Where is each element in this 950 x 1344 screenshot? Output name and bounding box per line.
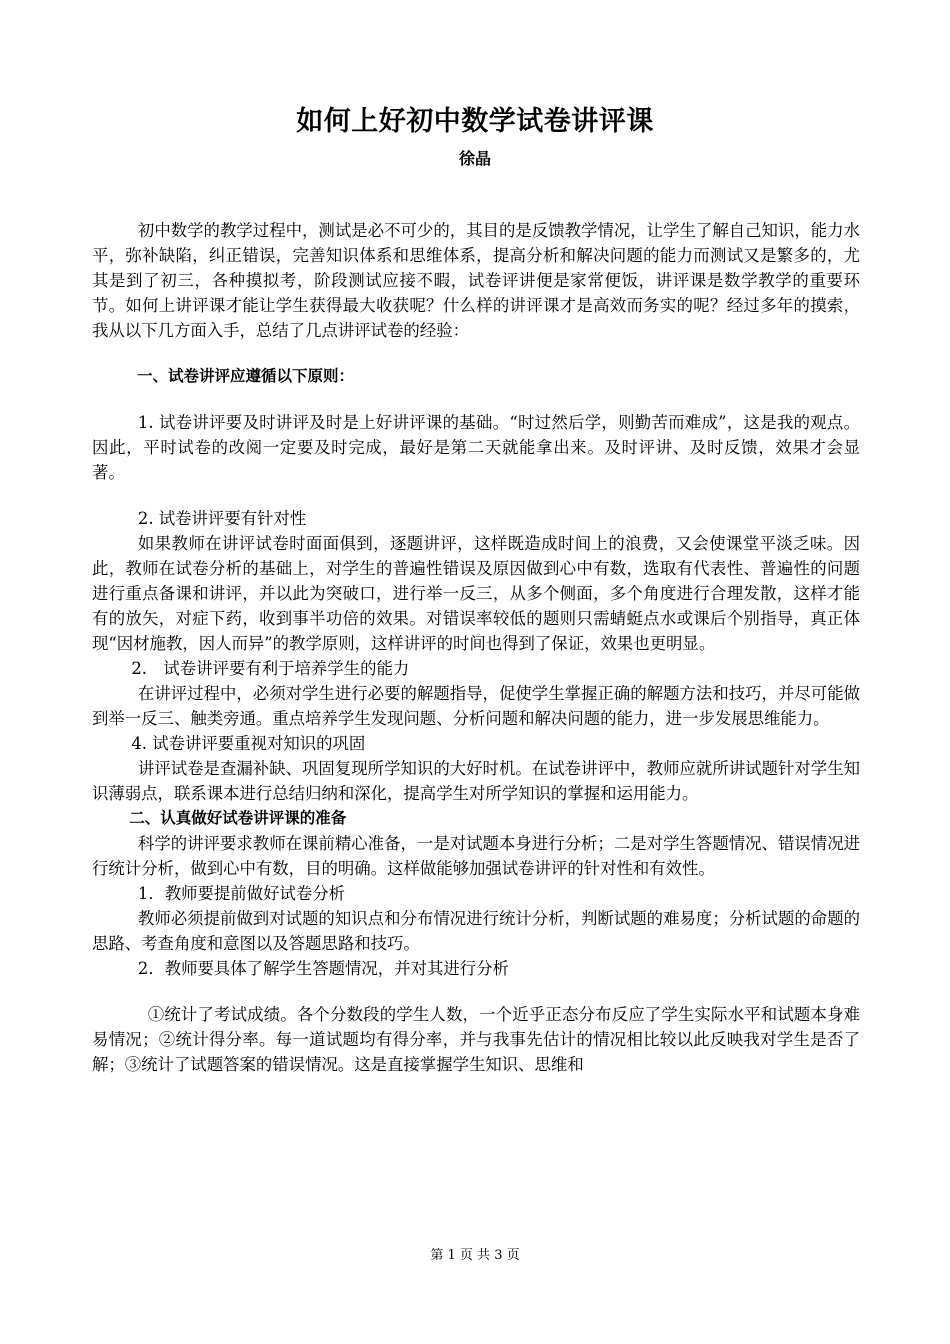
spacer	[92, 485, 860, 506]
s1-item4-text: 讲评试卷是查漏补缺、巩固复现所学知识的大好时机。在试卷讲评中，教师应就所讲试题针对学生知识薄弱点，联系课本进行总结归纳和深化，提高学生对所学知识的掌握和运用能力。	[92, 759, 860, 803]
s1-paragraph-1: 1. 试卷讲评要及时讲评及时是上好讲评课的基础。“时过然后学，则勤苦而难成”，这是我的观点。因此，平时试卷的改阅一定要及时完成，最好是第二天就能拿出来。及时评讲、及时反馈，效果才会显著。	[92, 413, 860, 482]
s1-item2-title: 2. 试卷讲评要有针对性	[137, 509, 307, 528]
document-body	[92, 218, 860, 1077]
section1-heading: 一、试卷讲评应遵循以下原则：	[136, 367, 354, 385]
s2-item1-text: 教师必须提前做到对试题的知识点和分布情况进行统计分析，判断试题的难易度；分析试题的命题的思路、考查角度和意图以及答题思路和技巧。	[92, 909, 860, 953]
s2-item2-title: 2．教师要具体了解学生答题情况，并对其进行分析	[137, 959, 509, 978]
s1-item2-text: 如果教师在讲评试卷时面面俱到，逐题讲评，这样既造成时间上的浪费，又会使课堂平淡乏味。因此，教师在试卷分析的基础上，对学生的普遍性错误及原因做到心中有数，选取有代表性、普遍性的问题进行重点备课和讲评，并以此为突破口，进行举一反三，从多个侧面，多个角度进行合理发散，这样才能有的放矢，对症下药，收到事半功倍的效果。对错误率较低的题则只需蜻蜓点水或课后个别指导，真正体现“因材施教，因人而异”的教学原则，这样讲评的时间也得到了保证，效果也更明显。	[92, 534, 860, 653]
spacer	[92, 343, 860, 364]
s2-intro: 科学的讲评要求教师在课前精心准备，一是对试题本身进行分析；二是对学生答题情况、错误情况进行统计分析，做到心中有数，目的明确。这样做能够加强试卷讲评的针对性和有效性。	[92, 834, 860, 878]
document-author: 徐晶	[458, 149, 491, 168]
spacer	[92, 981, 860, 1002]
intro-paragraph: 初中数学的教学过程中，测试是必不可少的，其目的是反馈教学情况，让学生了解自己知识，能力水平，弥补缺陷，纠正错误，完善知识体系和思维体系，提高分析和解决问题的能力而测试又是繁多的，尤其是到了初三，各种摸拟考，阶段测试应接不暇，试卷评讲便是家常便饭，讲评课是数学教学的重要环节。如何上讲评课才能让学生获得最大收获呢？什么样的讲评课才是高效而务实的呢？经过多年的摸索，我从以下几方面入手，总结了几点讲评试卷的经验：	[92, 221, 860, 340]
s2-item1-title: 1．教师要提前做好试卷分析	[137, 884, 346, 903]
s1-item3-text: 在讲评过程中，必须对学生进行必要的解题指导，促使学生掌握正确的解题方法和技巧，并尽可能做到举一反三、触类旁通。重点培养学生发现问题、分析问题和解决问题的能力，进一步发展思维能力。	[92, 684, 860, 728]
s2-item2-text: ①统计了考试成绩。各个分数段的学生人数，一个近乎正态分布反应了学生实际水平和试题本身难易情况；②统计得分率。每一道试题均有得分率，并与我事先估计的情况相比较以此反映我对学生是否了解；③统计了试题答案的错误情况。这是直接掌握学生知识、思维和	[92, 1005, 860, 1074]
section2-heading: 二、认真做好试卷讲评课的准备	[129, 809, 347, 827]
s1-item3-title: 2. 试卷讲评要有利于培养学生的能力	[131, 659, 410, 678]
page-number: 第 1 页 共 3 页	[430, 1248, 520, 1263]
spacer	[92, 389, 860, 410]
s1-item4-title: 4. 试卷讲评要重视对知识的巩固	[131, 734, 366, 753]
document-title: 如何上好初中数学试卷讲评课	[296, 106, 654, 137]
